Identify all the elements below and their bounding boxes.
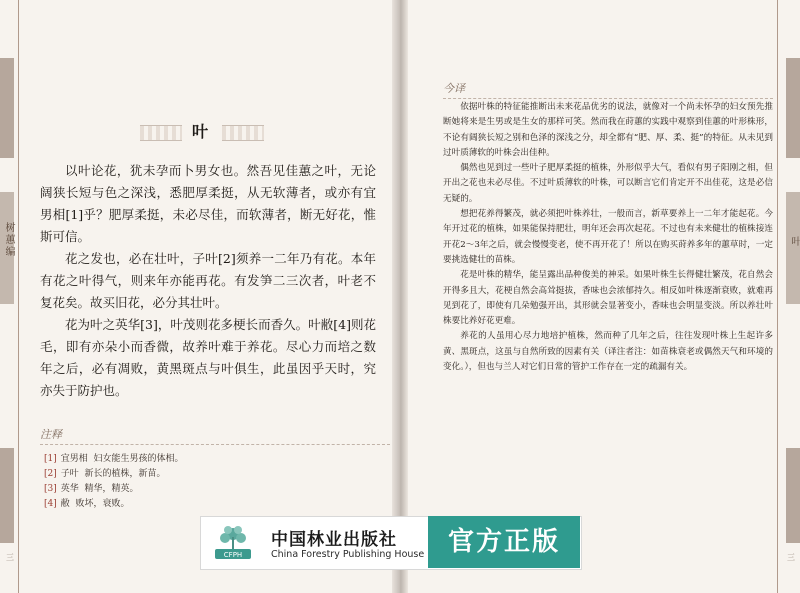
paragraph: 依据叶株的特征能推断出未来花品优劣的说法，就像对一个尚未怀孕的妇女预先推断她将来是生男或是生女的那样可笑。然而我在莳蕙的实践中观察到佳蕙的叶形株形，不论有阔狭长短之别和色泽的深浅之分，却全都有“肥、厚、柔、挺”的特征。从未见到过叶质薄软的叶株会出佳种。: [443, 102, 773, 158]
paragraph: 偶然也见到过一些叶子肥厚柔挺的植株，外形似乎大气，看似有男子阳刚之相，但开出之花也未必尽佳。不过叶质薄软的叶株，可以断言它们肯定开不出佳花，这是必信无疑的。: [443, 163, 773, 204]
paragraph: 花是叶株的精华，能呈露出品种俊美的神采。如果叶株生长得健壮繁茂，花自然会开得多且大，花梗自然会高耸挺拔，香味也会浓郁持久。相反如叶株逐渐衰败，就难再见到花了，即使有几朵勉强开出，其形就会显著变小，香味也会明显变淡。所以养壮叶株要比养好花更难。: [443, 270, 773, 327]
note-term: 英华: [60, 484, 79, 494]
note-text: 精华，精英。: [84, 484, 139, 494]
official-badge: 官方正版: [428, 516, 580, 568]
paragraph: 以叶论花，犹未孕而卜男女也。然吾见佳蕙之叶，无论阔狭长短与色之深浅，悉肥厚柔挺，从无软薄者，或亦有宜男相[1]乎？肥厚柔挺，未必尽佳，而软薄者，断无好花，惟斯可信。: [40, 163, 376, 244]
right-tab-upper: [786, 58, 800, 158]
left-page: [0, 0, 399, 593]
chapter-title: 叶: [192, 122, 209, 141]
note-number: [3]: [44, 484, 57, 494]
note-term: 宜男相: [60, 454, 88, 464]
note-item: [44, 452, 184, 467]
note-text: 妇女能生男孩的体相。: [93, 454, 184, 464]
paragraph: 想把花养得繁茂，就必须把叶株养壮，一般而言，新草要养上一二年才能起花。今年开过花的植株，如果能保持肥壮，明年还会再次起花。不过也有未来健壮的植株接连开花2～3年之后，就会慢慢变老，使不再开花了！所以在购买莳养多年的蕙草时，一定要挑选健壮的苗株。: [443, 209, 773, 265]
note-text: 败坏，衰败。: [75, 499, 130, 509]
left-side-label: 树蕙编: [3, 222, 14, 258]
classical-text: [40, 160, 376, 402]
note-text: 新长的植株，新苗。: [84, 469, 166, 479]
note-number: [2]: [44, 469, 57, 479]
note-number: [1]: [44, 454, 57, 464]
logo-text: CFPH: [223, 551, 243, 559]
right-tab-label-bg: [786, 192, 800, 304]
paragraph: 养花的人虽用心尽力地培护植株，然而种了几年之后，往往发现叶株上生起许多黄、黑斑点，这虽与自然所致的因素有关（译注者注：如苗株衰老或偶然天气和环境的变化。），但也与兰人对它们日常的管护工作存在一定的疏漏有关。: [443, 331, 773, 373]
note-item: [44, 497, 184, 512]
book-gutter: [392, 0, 408, 593]
translation-heading: 今译: [443, 80, 773, 99]
page-number-left: 三: [6, 553, 14, 562]
paragraph: 花为叶之英华[3]，叶茂则花多梗长而香久。叶敝[4]则花毛，即有亦朵小而香微，故养叶难于养花。尽心力而培之数年之后，必有凋败，黄黑斑点与叶俱生，此虽因乎天时，究亦失于防护也。: [40, 317, 376, 398]
title-ornament-left: [140, 125, 182, 141]
note-item: [44, 467, 184, 482]
tree-logo-icon: [213, 523, 253, 563]
translation-text: [443, 100, 773, 375]
publisher-name-en: China Forestry Publishing House: [271, 549, 425, 560]
note-term: 敝: [60, 499, 70, 509]
paragraph: 花之发也，必在壮叶，子叶[2]须养一二年乃有花。本年有花之叶得气，则来年亦能再花。有发笋二三次者，叶老不复花矣。故买旧花，必分其壮叶。: [40, 251, 376, 310]
left-tab-lower: [0, 448, 14, 543]
publisher-name-cn: 中国林业出版社: [271, 530, 397, 550]
right-side-label: 叶: [789, 236, 800, 248]
title-ornament-right: [222, 125, 264, 141]
note-number: [4]: [44, 499, 57, 509]
note-item: [44, 482, 184, 497]
page-number-right: 三: [787, 553, 795, 562]
notes-heading: 注释: [40, 426, 390, 445]
note-term: 子叶: [60, 469, 79, 479]
right-margin-rule: [777, 0, 778, 593]
right-tab-lower: [786, 448, 800, 543]
left-tab-upper: [0, 58, 14, 158]
right-page: [399, 0, 800, 593]
left-margin-rule: [18, 0, 19, 593]
notes-list: [44, 452, 184, 512]
